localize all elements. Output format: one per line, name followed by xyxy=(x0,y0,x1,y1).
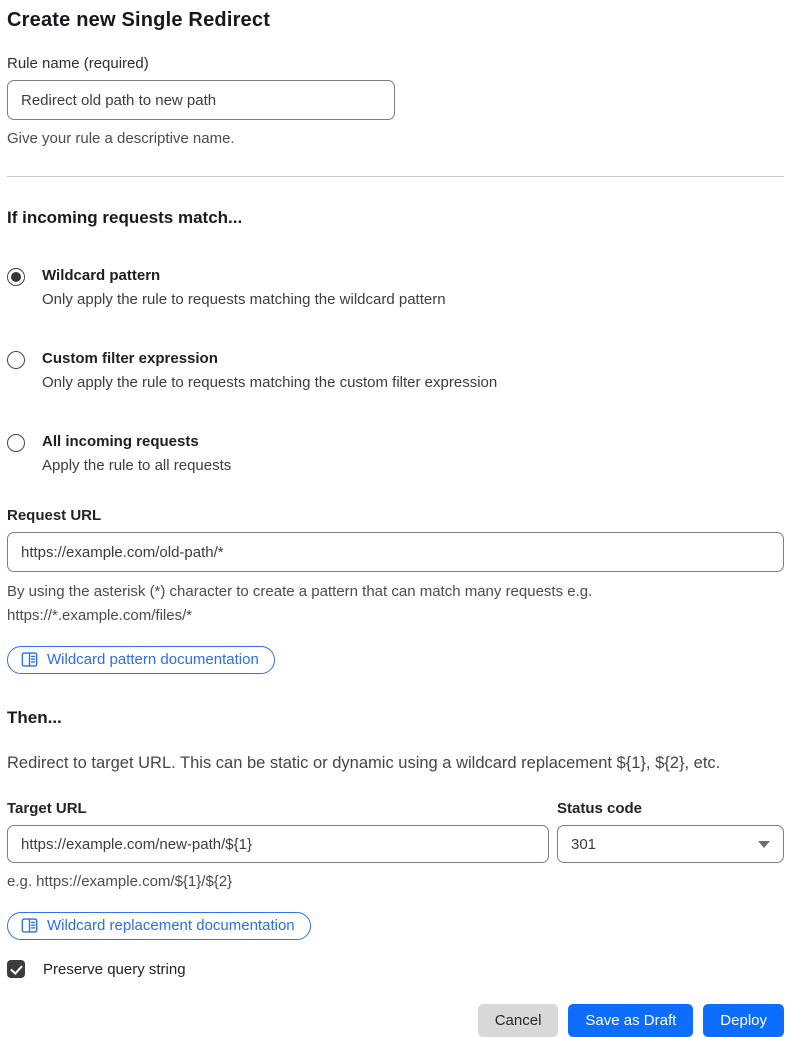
match-type-radio-group xyxy=(7,266,784,476)
radio-label: Wildcard pattern xyxy=(42,267,161,284)
then-section-heading: Then... xyxy=(7,708,62,727)
request-url-helper xyxy=(7,580,784,628)
chevron-down-icon xyxy=(758,841,770,848)
status-code-label: Status code xyxy=(557,800,643,817)
status-code-value: 301 xyxy=(571,835,597,853)
footer-actions xyxy=(7,1004,784,1037)
then-section-description: Redirect to target URL. This can be static or dynamic using a wildcard replacement ${1}, ${2}, etc. xyxy=(7,754,721,772)
radio-label: Custom filter expression xyxy=(42,350,218,367)
request-url-label: Request URL xyxy=(7,507,102,524)
radio-option-custom-filter-expression[interactable] xyxy=(7,349,784,393)
doc-button-label: Wildcard replacement documentation xyxy=(47,917,295,934)
rule-name-label: Rule name (required) xyxy=(7,55,149,72)
doc-button-label: Wildcard pattern documentation xyxy=(47,651,259,668)
radio-option-wildcard-pattern[interactable] xyxy=(7,266,784,310)
preserve-query-checkbox[interactable] xyxy=(7,960,25,978)
radio-label: All incoming requests xyxy=(42,433,199,450)
target-url-label: Target URL xyxy=(7,800,87,817)
save-as-draft-button[interactable]: Save as Draft xyxy=(568,1004,693,1037)
book-icon xyxy=(21,918,38,933)
target-url-helper: e.g. https://example.com/${1}/${2} xyxy=(7,873,233,890)
rule-name-input[interactable] xyxy=(7,80,395,120)
deploy-button[interactable]: Deploy xyxy=(703,1004,784,1037)
request-url-helper-line2: https://*.example.com/files/* xyxy=(7,607,193,624)
target-url-input[interactable] xyxy=(7,825,549,863)
radio-description: Only apply the rule to requests matching the custom filter expression xyxy=(42,374,498,391)
request-url-helper-line1: By using the asterisk (*) character to create a pattern that can match many requests e.g. xyxy=(7,583,593,600)
radio-button-icon[interactable] xyxy=(7,268,25,286)
cancel-button[interactable]: Cancel xyxy=(478,1004,559,1037)
preserve-query-label: Preserve query string xyxy=(43,960,186,978)
page-title: Create new Single Redirect xyxy=(7,9,271,31)
wildcard-pattern-docs-button[interactable] xyxy=(7,646,275,674)
match-section-heading: If incoming requests match... xyxy=(7,208,243,227)
radio-description: Only apply the rule to requests matching the wildcard pattern xyxy=(42,291,446,308)
radio-button-icon[interactable] xyxy=(7,351,25,369)
rule-name-helper: Give your rule a descriptive name. xyxy=(7,130,235,147)
book-icon xyxy=(21,652,38,667)
status-code-select[interactable] xyxy=(557,825,784,863)
radio-button-icon[interactable] xyxy=(7,434,25,452)
radio-option-all-incoming-requests[interactable] xyxy=(7,432,784,476)
radio-description: Apply the rule to all requests xyxy=(42,457,232,474)
section-divider xyxy=(7,176,784,177)
preserve-query-row[interactable] xyxy=(7,960,784,978)
wildcard-replacement-docs-button[interactable] xyxy=(7,912,311,940)
request-url-input[interactable] xyxy=(7,532,784,572)
